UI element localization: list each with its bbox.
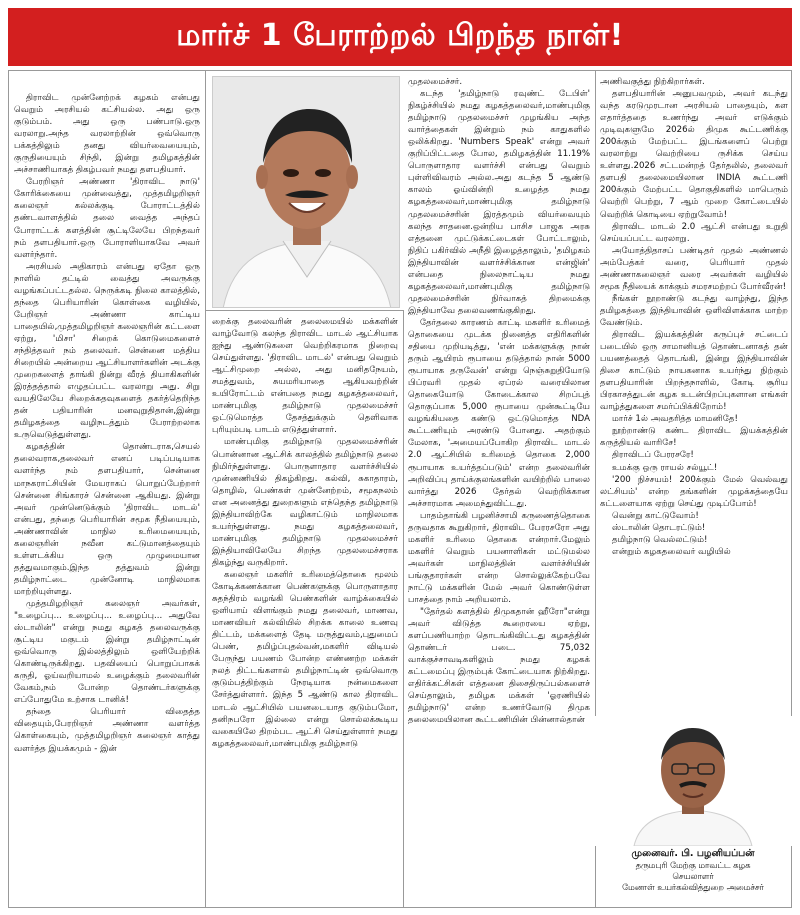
- paragraph: திராவிட இயக்கத்தின் கருப்புச் சட்டைப் படையில் ஒரு சாமானியத் தொண்டனாகத் தன் பயணத்தைத் தொடங்கி, இன்று இந்தியாவின் திசை காட்டும் நாயகனாக உயர்ந்து நிற்கும் தளபதியாரின் பிறந்தநாளில், கோடி சூரிய பிரகாசத்துடன் கழக உடன்பிறப்புகளான எங்கள் வாழ்த்துகளை சமர்ப்பிக்கிறோம்!: [600, 329, 788, 413]
- paragraph: கடந்த 'தமிழ்நாடு ரவுண்ட் டேபிள்' நிகழ்ச்சியில் நமது கழகத்தலைவர்,மாண்புமிகு தமிழ்நாடு முதலமைச்சர் முழங்கிய அந்த வார்த்தைகள் இன்றும் நம் காதுகளில் ஒலிக்கிறது. 'Numbers Speak' என்று அவர் குறிப்பிட்டதை போல, தமிழகத்தின் 11.19% பொருளாதார வளர்ச்சி என்பது வெறும் புள்ளிவிவரம் அல்ல.அது கடந்த 5 ஆண்டு காலம் ஓய்வின்றி உழைத்த நமது கழகத்தலைவர்,மாண்புமிகு தமிழ்நாடு முதலமைச்சரின் இரத்தமும் வியர்வையும் கலந்த சாதனை.ஒன்றிய பாசிச பாஜக அரசு எத்தனை முட்டுக்கட்டைகள் போட்டாலும், நிதிப் பகிர்வில் அநீதி இழைத்தாலும், 'தமிழகம் இந்தியாவின் வளர்ச்சிக்கான என்ஜின்' என்பதை நிலைநாட்டிய நமது கழகத்தலைவர்,மாண்புமிகு தமிழ்நாடு முதலமைச்சரின் நிர்வாகத் திறமைக்கு இந்தியாவே தலைவணங்குகிறது.: [408, 89, 590, 316]
- paragraph: தேர்தலை காரணம் காட்டி மகளிர் உரிமைத் தொகையை முடக்க நினைத்த எதிரிகளின் சதியை முறியடித்து, 'என் மக்களுக்கு நான் தரும் ஆயிரம் ரூபாயை தடுத்தால் நான் 5000 ரூபாயாக தருவேன்' என்று நெஞ்சுறுதியோடு பிப்ரவரி முதல் ஏப்ரல் வரையிலான தொகையோடு கோடைக்கால சிறப்புத் தொகுப்பாக 5,000 ரூபாயை முன்கூட்டியே வழங்கியதை கண்டு ஒட்டுமொத்த NDA கூட்டணியும் அரண்டு போனது. அதற்கும் மேலாக, 'அமையப்போகிற திராவிட மாடல் 2.0 ஆட்சியில் உரிமைத் தொகை 2,000 ரூபாயாக உயர்த்தப்படும்' என்ற தலைவரின் அறிவிப்பு தாய்க்குலங்களின் வயிற்றில் பாலை வார்த்து 2026 தேர்தல் வெற்றிக்கான அச்சாரமாக அமைந்துவிட்டது.: [408, 317, 590, 509]
- article-column-3: [408, 76, 590, 906]
- paragraph: முத்தமிழறிஞர் கலைஞர் அவர்கள், "உழைப்பு... உழைப்பு... உழைப்பு... அதுவே ஸ்டாலின்" என்று நமது கழகத் தலைவருக்கு சூட்டிய மகுடம் இன்று தமிழ்நாட்டின் ஒவ்வொரு இல்லத்திலும் ஒளியேற்றிக் கொண்டிருக்கிறது. பதவியைப் பொறுப்பாகக் கருதி, ஓய்வறியாமல் உழைக்கும் தலைவரின் வேகம்,நம் போன்ற தொண்டர்களுக்கு எப்போதுமே உற்சாக டானிக்!: [14, 598, 200, 706]
- paragraph: கழகத்தின் தொண்டராக,செயல் தலைவராக,தலைவர் எனப் படிப்படியாக வளர்ந்த நம் தளபதியார், சென்னை மாநகராட்சியின் மேயராகப் பொறுப்பேற்றார் சென்னை சிங்காரச் சென்னை ஆகியது. இன்று அவர் முன்னெடுக்கும் 'திராவிட மாடல்' என்பது, தந்தை பெரியாரின் சமூக நீதியையும், அண்ணாவின் மாநில உரிமையையும், கலைஞரின் நவீன கட்டுமானத்தையும் உள்ளடக்கிய ஒரு முழுமையான தத்துவமாகும்.இந்த தத்துவம் இன்று தமிழ்நாட்டை முன்னோடி மாநிலமாக மாற்றியுள்ளது.: [14, 442, 200, 597]
- column-rule-1: [205, 70, 206, 908]
- headline: மார்ச் 1 பேராற்றல் பிறந்த நாள்!: [176, 17, 624, 53]
- portrait-illustration: [213, 77, 400, 308]
- paragraph: திராவிட முன்னேற்றக் கழகம் என்பது வெறும் அரசியல் கட்சியல்ல. அது ஒரு குடும்பம். அது ஒரு பண்பாடு.ஒரு வரலாறு.அந்த வரலாற்றின் ஒவ்வொரு பக்கத்திலும் தனது வியர்வையையும், குருதியையும் சிந்தி, இன்று தமிழகத்தின் அச்சாணியாகத் திகழ்பவர் நமது தளபதியார்.: [14, 93, 200, 176]
- paragraph: தந்தை பெரியார் விதைத்த விதையும்,பேரறிஞர் அண்ணா வளர்த்த கொள்கையும், முத்தமிழறிஞர் கலைஞர் காத்து வளர்த்த இயக்கமும் - இன்: [14, 707, 200, 754]
- author-portrait-illustration: [594, 716, 792, 846]
- paragraph: அணிவகுத்து நிற்கிறார்கள்.: [600, 77, 705, 87]
- author-former-role: மேனாள் உயர்கல்வித்துறை அமைச்சர்: [622, 882, 764, 892]
- paragraph: "தேர்தல் களத்தில் திமுகதான் ஹீரோ"என்று அவர் விடுத்த கூறைரயை ஏற்று, களப்பணியாற்ற தொடங்கிவிட்டது கழகத்தின் தொண்டர் படை. 75,032 வாக்குச்சாவடிகளிலும் நமது கழகக் கட்டமைப்பு இரும்புக் கோட்டையாக நிற்கிறது. எதிர்க்கட்சிகள் எத்தனை திசைதிருப்பல்களைச் செய்தாலும், தமிழக மக்கள் 'ஓரணியில் தமிழ்நாடு' என்ற உணர்வோடு திமுக தலைமையிலான கூட்டணியின் பின்னால்தான்: [408, 607, 590, 726]
- article-column-4: [600, 76, 788, 712]
- paragraph: தளபதியாரின் அனுபவமும், அவர் கடந்து வந்த கரடுமுரடான அரசியல் பாதையும், கள எதார்த்ததை உணர்ந்து அவர் எடுக்கும் முடிவுகளுமே 2026ல் திமுக கூட்டணிக்கு 200க்கும் மேற்பட்ட இடங்களைப் பெற்று வரலாற்று வெற்றியை ருசிக்க செய்ய உள்ளது.2026 சட்டமன்றத் தேர்தலில், தலைவர் தளபதி தலைமையிலான INDIA கூட்டணி 200க்கும் மேற்பட்ட தொகுதிகளில் மாபெரும் வெற்றி பெற்று, 7 ஆம் முறை கோட்டையில் வெற்றிக் கொடியை ஏற்றுவோம்!: [600, 89, 788, 220]
- paragraph: நீங்கள் நூறாண்டு கடந்து வாழ்ந்து, இந்த தமிழகத்தை இந்தியாவின் ஒளிவிளக்காக மாற்ற வேண்டும்.: [600, 293, 788, 328]
- article-column-2: [212, 316, 398, 906]
- author-role: தருமபுரி மேற்கு மாவட்ட கழக: [635, 860, 751, 870]
- paragraph: கலைஞர் மகளிர் உரிமைத்தொகை மூலம் கோடிக்கணக்கான பெண்களுக்கு பொருளாதார சுதந்திரம் வழங்கி பெண்களின் வாழ்க்கையில் ஒளியாய் விளங்கும் நமது தலைவர், மாணவ, மாணவியர் கல்வியில் சிறக்க காலை உணவு திட்டம், மக்களைத் தேடி மருத்துவம்,புதுமைப் பெண், தமிழ்ப்புதல்வன்,மகளிர் விடியல் பேருந்து பயணம் போன்ற எண்ணற்ற மக்கள் நலத் திட்டங்களால் தமிழ்நாட்டின் ஒவ்வொரு குடும்பத்திற்கும் நேரடியாக நன்மைகளை சேர்த்துள்ளார். இந்த 5 ஆண்டு கால திராவிட மாடல் ஆட்சியில் பயனடையாத குடும்பமோ, தனிநபரோ இல்லை என்று சொல்லக்கூடிய வகையிலே திறம்பட ஆட்சி செய்துள்ளார் நமது கழகத்தலைவர்,மாண்புமிகு தமிழ்நாடு: [212, 569, 398, 749]
- paragraph: '200 நிச்சயம்! 200க்கும் மேல் வெல்வது லட்சியம்' என்ற தங்களின் முழக்கத்தையே கட்டளையாக ஏற்று செய்து முடிப்போம்!: [600, 474, 788, 509]
- column-rule-2: [403, 310, 404, 908]
- paragraph: ஸ்டாலின் தொடரட்டும்!: [612, 522, 706, 533]
- paragraph: அயோத்திதாசப் பண்டிதர் முதல் அண்ணல் அம்பேத்கர் வரை, பெரியார் முதல் அண்ணாகலைஞர் வரை அவர்கள் வழியில் சமூக நீதியைக் காக்கும் சமரசமற்றப் போர்வீரன்!: [600, 245, 788, 292]
- paragraph: நூற்றாண்டு கண்ட திராவிட இயக்கத்தின் கருத்தியல் வாரிசே!: [600, 426, 788, 449]
- paragraph: தமிழ்நாடு வெல்லட்டும்!: [612, 534, 708, 545]
- article-column-1: [14, 92, 200, 906]
- paragraph: திராவிடப் பேரரசரே!: [612, 450, 694, 461]
- paragraph: மாண்புமிகு தமிழ்நாடு முதலமைச்சரின் பொன்னான ஆட்சிக் காலத்தில் தமிழ்நாடு தலை நிமிர்ந்துள்ளது. பொருளாதார வளர்ச்சியில் முன்னணியில் திகழ்கிறது. கல்வி, சுகாதாரம், தொழில், பெண்கள் முன்னேற்றம், சமூகநலம் என அனைத்து துறைகளும் எந்தெந்த தமிழ்நாடு இந்தியாவிற்கே வழிகாட்டும் மாநிலமாக உயர்ந்துள்ளது. நமது கழகத்தலைவர், மாண்புமிகு தமிழ்நாடு முதலமைச்சர் இந்தியாவிலேயே சிறந்த முதலமைச்சராக திகழ்ந்து வருகிறார்.: [212, 437, 398, 568]
- paragraph: வென்று காட்டுவோம்!: [612, 510, 699, 521]
- author-role: செயலாளர்: [672, 871, 714, 881]
- author-photo: [594, 716, 792, 846]
- paragraph: என்றும் கழகதலைவர் வழியில்: [612, 546, 731, 557]
- author-signature: [594, 848, 792, 893]
- author-name: முனைவர். பி. பழனியப்பன்: [631, 848, 755, 859]
- paragraph: பேரறிஞர் அண்ணா 'திராவிட நாடு' கோரிக்கையை முன்வைத்து, முத்தமிழறிஞர் கலைஞர் கல்லக்குடி போராட்டத்தில் தண்டவாளத்தில் தலை வைத்த அந்தப் போராட்டக் களத்தின் சூட்டிலேயே பிறந்தவர் நம் தளபதியார்.ஒரு போராளியாகவே அவர் வளர்ந்தார்.: [14, 177, 200, 260]
- paragraph: பாதம்தாங்கி பழனிச்சாமி கருணைத்தொகை தருவதாக கூறுகிறார், திராவிட பேரரசரோ அது மகளிர் உரிமை தொகை என்றார்.மேலும் மகளிர் வெறும் பயனாளிகள் மட்டுமல்ல அவர்கள் மாநிலத்தின் வளர்ச்சியின் பங்குதாரர்கள் என்ற சொல்லுக்கேற்பவே நாட்டு மக்களின் மேல் அவர் கொண்டுள்ள பாசத்தை நாம் அறியலாம்.: [408, 510, 590, 606]
- paragraph: மார்ச் 1ல் அவதரித்த மாமனிதே!: [612, 414, 738, 425]
- paragraph: றைக்கு தலைவரின் தலைமையில் மக்களின் வாழ்வோடு கலந்த திராவிட மாடல் ஆட்சியாக ஐந்து ஆண்டுகளை வெற்றிகரமாக நிறைவு செய்துள்ளது. 'திராவிட மாடல்' என்பது வெறும் ஆட்சிமுறை அல்ல, அது மனிதநேயம், சமத்துவம், சுயமரியாதை ஆகியவற்றின் உயிரோட்டம் என்பதை நமது கழகத்தலைவர், மாண்புமிகு தமிழ்நாடு முதலமைச்சர் ஒட்டுமொத்த தேசத்துக்கும் தெளிவாக புரியும்படி பாடம் எடுத்துள்ளார்.: [212, 317, 398, 436]
- paragraph: முதலமைச்சர்.: [408, 77, 463, 87]
- paragraph: அரசியல் அதிகாரம் என்பது ஏதோ ஒரு நாளில் தட்டில் வைத்து அவருக்கு வழங்கப்பட்டதல்ல. நெருக்கடி நிலை காலத்தில், தந்தை பெரியாரின் கொள்கை வழியில், பேறிஞர் அண்ணா காட்டிய பாதையில்,முத்தமிழறிஞர் கலைஞரின் கட்டளை ஏற்று, 'மிசா' சிறைக் கொடுமைகளைச் சந்தித்தவர் நம் தலைவர். சென்னை மத்திய சிறையில் அன்றைய ஆட்சியாளர்களின் அடக்கு முறைகளைத் தாங்கி நின்று வீரத் தியாகிகளின் இரத்தத்தால் எழுதப்பட்ட வரலாறு அது. சிறு வயதிலேயே சிறைக்கதவுகளைத் தகர்த்தெறிந்த தன் பதியாரின் மனவுறுதிதான்,இன்று தமிழகத்தை வழிநடத்தும் பேராற்றலாக உருவெடுத்துள்ளது.: [14, 261, 200, 441]
- paragraph: உமக்கு ஒரு ராயல் சல்யூட்!: [612, 462, 718, 473]
- headline-banner: [8, 8, 792, 66]
- photo-rule: [205, 310, 403, 311]
- paragraph: திராவிட மாடல் 2.0 ஆட்சி என்பது உறுதி செய்யப்பட்ட வரலாறு.: [600, 221, 788, 244]
- chief-minister-photo: [212, 76, 400, 308]
